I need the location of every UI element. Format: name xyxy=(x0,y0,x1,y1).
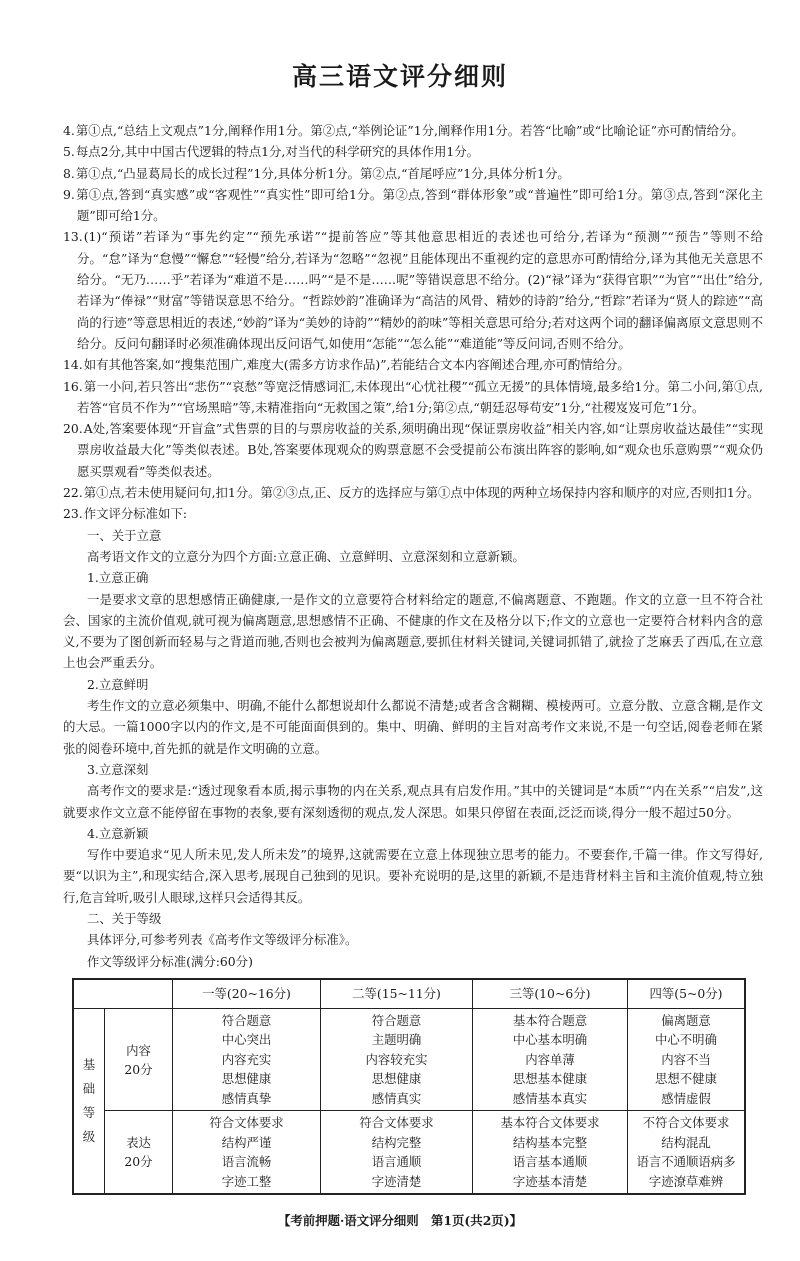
answer-item xyxy=(63,503,763,524)
item-number: 23. xyxy=(63,506,83,522)
criteria-line: 基本符合文体要求 xyxy=(500,1115,600,1131)
answer-item xyxy=(63,226,763,354)
row-points: 20分 xyxy=(124,1154,153,1170)
criteria-line: 符合文体要求 xyxy=(209,1115,284,1131)
criteria-cell xyxy=(173,1008,321,1111)
group-label-char: 级 xyxy=(82,1129,96,1145)
item-text: A处,答案要体现“开盲盒”式售票的目的与票房收益的关系,须明确出现“保证票房收益”相关内容,如“让票房收益达最佳”“实现票房收益最大化”等类似表述。B处,答案要体现观众的购票意愿不会受提前公布演出阵容的影响,如“观众也乐意购票”“观众仍愿买票观看”等类似表述。 xyxy=(77,421,763,479)
row-label-text: 表达 xyxy=(126,1135,151,1151)
item-number: 13. xyxy=(63,229,83,245)
answer-item xyxy=(63,141,763,162)
row-points: 20分 xyxy=(124,1061,153,1077)
criteria-line: 结构严谨 xyxy=(221,1134,272,1150)
table-caption: 作文等级评分标准(满分:60分) xyxy=(87,953,253,969)
subheading: 3.立意深刻 xyxy=(87,761,149,777)
criteria-line: 中心基本明确 xyxy=(512,1032,588,1048)
page-title: 高三语文评分细则 xyxy=(291,62,508,91)
item-text: 第①点,“总结上文观点”1分,阐释作用1分。第②点,“举例论证”1分,阐释作用1分。若答“比喻”或“比喻论证”亦可酌情给分。 xyxy=(75,123,744,138)
criteria-cell xyxy=(173,1111,321,1195)
criteria-line: 语言流畅 xyxy=(221,1154,272,1170)
item-number: 4. xyxy=(63,123,75,138)
item-text: 第①点,答到“真实感”或“客观性”“真实性”即可给1分。第②点,答到“群体形象”或“普遍性”即可给1分。第③点,答到“深化主题”即可给1分。 xyxy=(75,186,763,224)
criteria-line: 思想基本健康 xyxy=(512,1071,588,1087)
criteria-line: 结构混乱 xyxy=(661,1134,711,1150)
group-label-char: 础 xyxy=(82,1081,96,1097)
group-label-char: 等 xyxy=(82,1105,96,1121)
page-footer: 【考前押题·语文评分细则 第1页(共2页)】 xyxy=(278,1213,522,1229)
criteria-line: 结构完整 xyxy=(371,1134,422,1150)
header-cell: 一等(20~16分) xyxy=(173,979,321,1009)
item-text: 第①点,若未使用疑问句,扣1分。第②③点,正、反方的选择应与第①点中体现的两种立场保持内容和顺序的对应,否则扣1分。 xyxy=(83,485,760,501)
header-cell: 二等(15~11分) xyxy=(321,979,473,1009)
row-label-text: 内容 xyxy=(126,1042,151,1058)
subheading: 1.立意正确 xyxy=(87,570,149,586)
criteria-line: 内容较充实 xyxy=(365,1051,428,1067)
criteria-line: 感情基本真实 xyxy=(512,1090,588,1106)
answer-item xyxy=(63,354,763,375)
answer-item xyxy=(63,418,763,482)
table-header-row xyxy=(73,979,745,1009)
item-text: 作文评分标准如下: xyxy=(83,506,188,522)
criteria-line: 中心突出 xyxy=(221,1032,272,1048)
criteria-cell xyxy=(473,1008,628,1111)
header-cell: 三等(10~6分) xyxy=(473,979,628,1009)
criteria-line: 字迹基本清楚 xyxy=(512,1173,588,1189)
criteria-line: 结构基本完整 xyxy=(512,1134,588,1150)
corner-cell xyxy=(73,979,173,1009)
item-number: 9. xyxy=(63,186,75,202)
criteria-line: 内容不当 xyxy=(661,1051,711,1067)
criteria-line: 中心不明确 xyxy=(655,1032,717,1048)
answer-item xyxy=(63,184,763,227)
item-text: 第①点,“凸显葛局长的成长过程”1分,具体分析1分。第②点,“首尾呼应”1分,具体分析1分。 xyxy=(75,165,570,181)
criteria-line: 思想健康 xyxy=(371,1071,422,1087)
criteria-line: 语言不通顺语病多 xyxy=(636,1154,736,1170)
criteria-line: 主题明确 xyxy=(371,1032,422,1048)
criteria-line: 感情真实 xyxy=(371,1090,422,1106)
answer-items xyxy=(63,120,763,525)
item-text: (1)“预诺”若译为“事先约定”“预先承诺”“提前答应”等其他意思相近的表述也可给分,若译为“预测”“预告”等则不给分。“怠”译为“怠慢”“懈怠”“轻慢”给分,若译为“忽略”“忽视”且能体现出不重视约定的意思亦可酌情给分,译为其他无关意思不给分。“无乃……乎”若译为“难道不是……吗”“是不是……呢”等错误意思不给分。(2)“禄”译为“获得官职”“为官”“出仕”给分,若译为“俸禄”“财富”等错误意思不给分。“哲踪妙韵”准确译为“高洁的风骨、精妙的诗韵”给分,“哲踪”若译为“贤人的踪迹”“高尚的行迹”等意思相近的表述,“妙韵”译为“美妙的诗韵”“精妙的韵味”等相关意思可给分;若对这两个词的翻译偏离原文意思则不给分。反问句翻译时必须准确体现出反问语气,如使用“怎能”“怎么能”“难道能”等反问词,否则不给分。 xyxy=(77,229,763,351)
answer-item xyxy=(63,120,763,141)
group-label-char: 基 xyxy=(82,1057,96,1073)
group-label xyxy=(73,1008,105,1194)
criteria-line: 语言通顺 xyxy=(371,1154,422,1170)
answer-item xyxy=(63,482,763,503)
criteria-line: 基本符合题意 xyxy=(512,1012,588,1028)
table-row-content xyxy=(73,1008,745,1111)
document-body xyxy=(63,120,763,972)
criteria-line: 符合题意 xyxy=(371,1012,422,1028)
answer-item xyxy=(63,163,763,184)
criteria-line: 不符合文体要求 xyxy=(642,1115,730,1131)
row-label xyxy=(105,1111,173,1195)
header-cell: 四等(5~0分) xyxy=(628,979,746,1009)
criteria-line: 内容充实 xyxy=(221,1051,272,1067)
criteria-cell xyxy=(321,1111,473,1195)
criteria-line: 符合题意 xyxy=(221,1012,272,1028)
paragraph: 具体评分,可参考列表《高考作文等级评分标准》。 xyxy=(87,932,358,948)
item-text: 如有其他答案,如“搜集范围广,难度大(需多方访求作品)”,若能结合文本内容阐述合理,亦可酌情给分。 xyxy=(83,357,630,373)
paragraph: 写作中要追求“见人所未见,发人所未发”的境界,这就需要在立意上体现独立思考的能力。不要套作,千篇一律。作文写得好,要“以识为主”,和现实结合,深入思考,展现自己独到的见识。要补充说明的是,这里的新颖,不是违背材料主旨和主流价值观,特立独行,危言耸听,吸引人眼球,这样只会适得其反。 xyxy=(63,847,763,905)
criteria-line: 语言基本通顺 xyxy=(512,1154,588,1170)
item-text: 第一小问,若只答出“悲伤”“哀愁”等宽泛情感词汇,未体现出“心忧社稷”“孤立无援”的具体情境,最多给1分。第二小问,第①点,若答“官员不作为”“官场黑暗”等,未精准指向“无救国之策”,给1分;第②点,“朝廷忍辱苟安”1分,“社稷岌岌可危”1分。 xyxy=(77,378,763,415)
subheading: 2.立意鲜明 xyxy=(87,676,149,692)
criteria-cell xyxy=(321,1008,473,1111)
criteria-line: 字迹工整 xyxy=(221,1173,272,1189)
criteria-line: 思想不健康 xyxy=(655,1071,717,1087)
criteria-cell xyxy=(628,1008,746,1111)
item-number: 16. xyxy=(63,378,83,394)
subheading: 4.立意新颖 xyxy=(87,825,149,841)
criteria-line: 符合文体要求 xyxy=(359,1115,434,1131)
paragraph: 一是要求文章的思想感情正确健康,一是作文的立意要符合材料给定的题意,不偏离题意、不跑题。作文的立意一旦不符合社会、国家的主流价值观,就可视为偏离题意,思想感情不正确、不健康的作文在及格分以下;作文的立意也一定要符合材料内含的意义,不要为了图创新而轻易与之背道而驰,否则也会被判为偏离题意,要抓住材料关键词,关键词抓错了,就捡了芝麻丢了西瓜,在立意上也会严重丢分。 xyxy=(63,591,763,671)
item-number: 14. xyxy=(63,357,83,373)
criteria-line: 感情真挚 xyxy=(221,1090,272,1106)
paragraph: 高考语文作文的立意分为四个方面:立意正确、立意鲜明、立意深刻和立意新颖。 xyxy=(87,548,525,564)
paragraph: 考生作文的立意必须集中、明确,不能什么都想说却什么都说不清楚;或者含含糊糊、模棱两可。立意分散、立意含糊,是作文的大忌。一篇1000字以内的作文,是不可能面面俱到的。集中、明确、鲜明的主旨对高考作文来说,不是一句空话,阅卷老师在紧张的阅卷环境中,首先抓的就是作文明确的立意。 xyxy=(63,698,763,756)
item-number: 20. xyxy=(63,421,83,437)
item-number: 5. xyxy=(63,144,75,160)
table-row-expression xyxy=(73,1111,745,1195)
grading-table xyxy=(72,978,746,1196)
criteria-line: 内容单薄 xyxy=(525,1051,575,1067)
criteria-cell xyxy=(473,1111,628,1195)
criteria-line: 思想健康 xyxy=(221,1071,272,1087)
section-heading: 一、关于立意 xyxy=(87,527,162,543)
criteria-line: 偏离题意 xyxy=(661,1012,711,1028)
item-number: 22. xyxy=(63,485,83,501)
section-heading: 二、关于等级 xyxy=(87,910,162,926)
answer-item xyxy=(63,376,763,419)
criteria-line: 字迹潦草难辨 xyxy=(648,1173,724,1189)
row-label xyxy=(105,1008,173,1111)
criteria-line: 字迹清楚 xyxy=(371,1173,422,1189)
criteria-cell xyxy=(628,1111,746,1195)
criteria-line: 感情虚假 xyxy=(661,1090,711,1106)
paragraph: 高考作文的要求是:“透过现象看本质,揭示事物的内在关系,观点具有启发作用。”其中的关键词是“本质”“内在关系”“启发”,这就要求作文立意不能停留在事物的表象,要有深刻透彻的观点,发人深思。如果只停留在表面,泛泛而谈,得分一般不超过50分。 xyxy=(63,783,763,820)
item-number: 8. xyxy=(63,165,75,181)
item-text: 每点2分,其中中国古代逻辑的特点1分,对当代的科学研究的具体作用1分。 xyxy=(75,144,480,160)
